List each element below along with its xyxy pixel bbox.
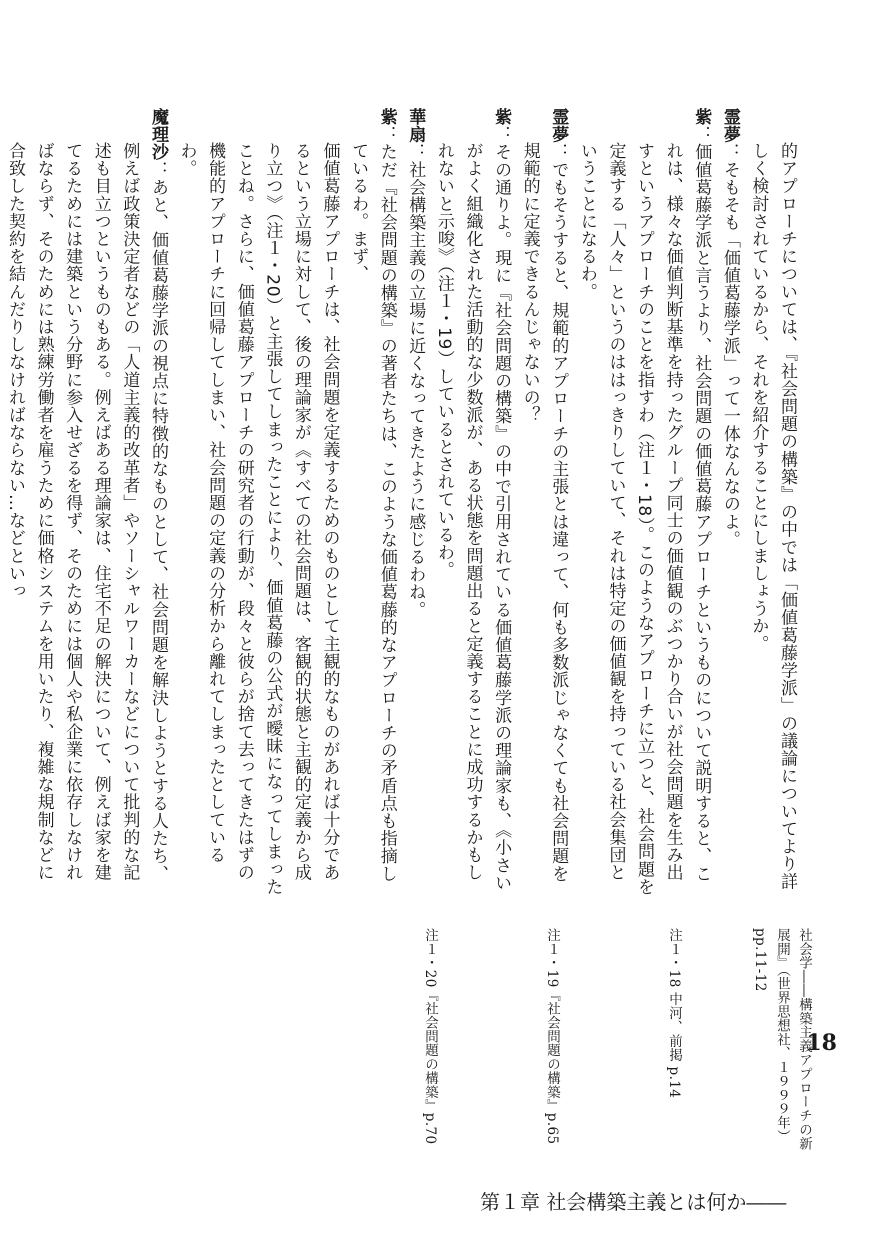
footnote: 注１・19『社会問題の構築』p.65	[544, 928, 560, 1145]
dialogue-text: 価値葛藤学派と言うより、社会問題の価値葛藤アプローチというものについて説明すると、これは、様々な価値判断基準を持ったグループ同士の価値観のぶつかり合いが社会問題を生み出すというアプローチのことを指すわ（注１・18）。このようなアプローチに立つと、社会問題を定義する「人々」というのははっきりしていて、それは特定の価値観を持っている社会集団ということになるわ。	[576, 142, 712, 896]
speaker-name: 霊夢	[548, 108, 569, 144]
dialogue-line-yukari: 紫：その通りよ。現に『社会問題の構築』の中で引用されている価値葛藤学派の理論家も、《小さいがよく組織化された活動的な少数派が、ある状態を問題出ると定義することに成功するかもしれないと示唆》（注１・19）しているとされているわ。	[433, 108, 512, 892]
footnotes	[419, 928, 815, 1152]
speaker-name: 霊夢	[719, 108, 740, 144]
page-number: 18	[806, 1030, 837, 1056]
dialogue-text: 価値葛藤アプローチは、社会問題を定義するためのものとして主観的なものがあれば十分であるという立場に対して、後の理論家が《すべての社会問題は、客観的状態と主観的定義から成り立つ》（注１・20）と主張してしまったことにより、価値葛藤の公式が曖昧になってしまったことね。さらに、価値葛藤アプローチの研究者の行動が、段々と彼らが捨て去ってきたはずの機能的アプローチに回帰してしまい、社会問題の定義の分析から離れてしまったとしているわ。	[176, 142, 340, 896]
main-text	[0, 108, 801, 898]
dialogue-line-reimu: 霊夢：でもそうすると、規範的アプローチの主張とは違って、何も多数派じゃなくても社会問題を規範的に定義できるんじゃないの？	[519, 108, 569, 883]
dialogue-line-yukari: 紫：ただ『社会問題の構築』の著者たちは、このような価値葛藤的なアプローチの矛盾点も指摘しているわ。まず、	[348, 108, 397, 883]
chapter-title: 第１章 社会構築主義とは何か――	[480, 1190, 787, 1214]
footnote: 社会学――構築主義アプローチの新展開』（世界思想社、１９９９年）pp.11-12	[752, 928, 812, 1151]
dialogue-line-marisa: 魔理沙：あと、価値葛藤学派の視点に特徴的なものとして、社会問題を解決しようとする人たち、例えば政策決定者などの「人道主義的改革者」やソーシャルワーカーなどについて批判的な記述も目立つというものもある。例えばある理論家は、住宅不足の解決について、例えば家を建てるためには建築という分野に参入せざるを得ず、そのためには個人や私企業に依存しなければならず、そのためには熟練労働者を雇うために価格システムを用いたり、複雑な規制などに合致した契約を結んだりしなければならない…などといっ	[4, 108, 168, 883]
dialogue-text: そもそも「価値葛藤学派」って一体なんなのよ。	[719, 160, 740, 549]
dialogue-line-kasen: 華扇：社会構築主義の立場に近くなってきたように感じるわね。	[405, 108, 426, 619]
dialogue-line-yukari: 紫：価値葛藤学派と言うより、社会問題の価値葛藤アプローチというものについて説明すると、これは、様々な価値判断基準を持ったグループ同士の価値観のぶつかり合いが社会問題を生み出すというアプローチのことを指すわ（注１・18）。このようなアプローチに立つと、社会問題を定義する「人々」というのははっきりしていて、それは特定の価値観を持っている社会集団ということになるわ。	[576, 108, 712, 896]
footnote: 注１・18 中河、前掲 p.14	[666, 928, 682, 1099]
dialogue-text: あと、価値葛藤学派の視点に特徴的なものとして、社会問題を解決しようとする人たち、例えば政策決定者などの「人道主義的改革者」やソーシャルワーカーなどについて批判的な記述も目立つというものもある。例えばある理論家は、住宅不足の解決について、例えば家を建てるためには建築という分野に参入せざるを得ず、そのためには個人や私企業に依存しなければならず、そのためには熟練労働者を雇うために価格システムを用いたり、複雑な規制などに合致した契約を結んだりしなければならない…などといっ	[4, 142, 168, 883]
dialogue-text: その通りよ。現に『社会問題の構築』の中で引用されている価値葛藤学派の理論家も、《小さいがよく組織化された活動的な少数派が、ある状態を問題出ると定義することに成功するかもしれないと示唆》（注１・19）しているとされているわ。	[433, 142, 512, 892]
paragraph-continuation	[744, 108, 801, 898]
dialogue-text: ただ『社会問題の構築』の著者たちは、このような価値葛藤的なアプローチの矛盾点も指摘しているわ。まず、	[348, 142, 397, 883]
speaker-name: 華扇	[405, 108, 426, 144]
dialogue-text: 社会構築主義の立場に近くなってきたように感じるわね。	[405, 160, 426, 619]
footnote: 注１・20『社会問題の構築』p.70	[422, 928, 438, 1145]
paragraph-continuation	[172, 108, 344, 898]
speaker-name: 紫	[376, 108, 397, 126]
speaker-name: 紫	[491, 108, 512, 126]
dialogue-text: 的アプローチについては、『社会問題の構築』の中では「価値葛藤学派」の議論についてより詳しく検討されているから、それを紹介することにしましょうか。	[748, 142, 797, 891]
dialogue-line-reimu: 霊夢：そもそも「価値葛藤学派」って一体なんなのよ。	[719, 108, 740, 549]
dialogue-text: でもそうすると、規範的アプローチの主張とは違って、何も多数派じゃなくても社会問題を規範的に定義できるんじゃないの？	[519, 142, 569, 883]
speaker-name: 紫	[691, 108, 712, 126]
speaker-name: 魔理沙	[147, 108, 168, 161]
